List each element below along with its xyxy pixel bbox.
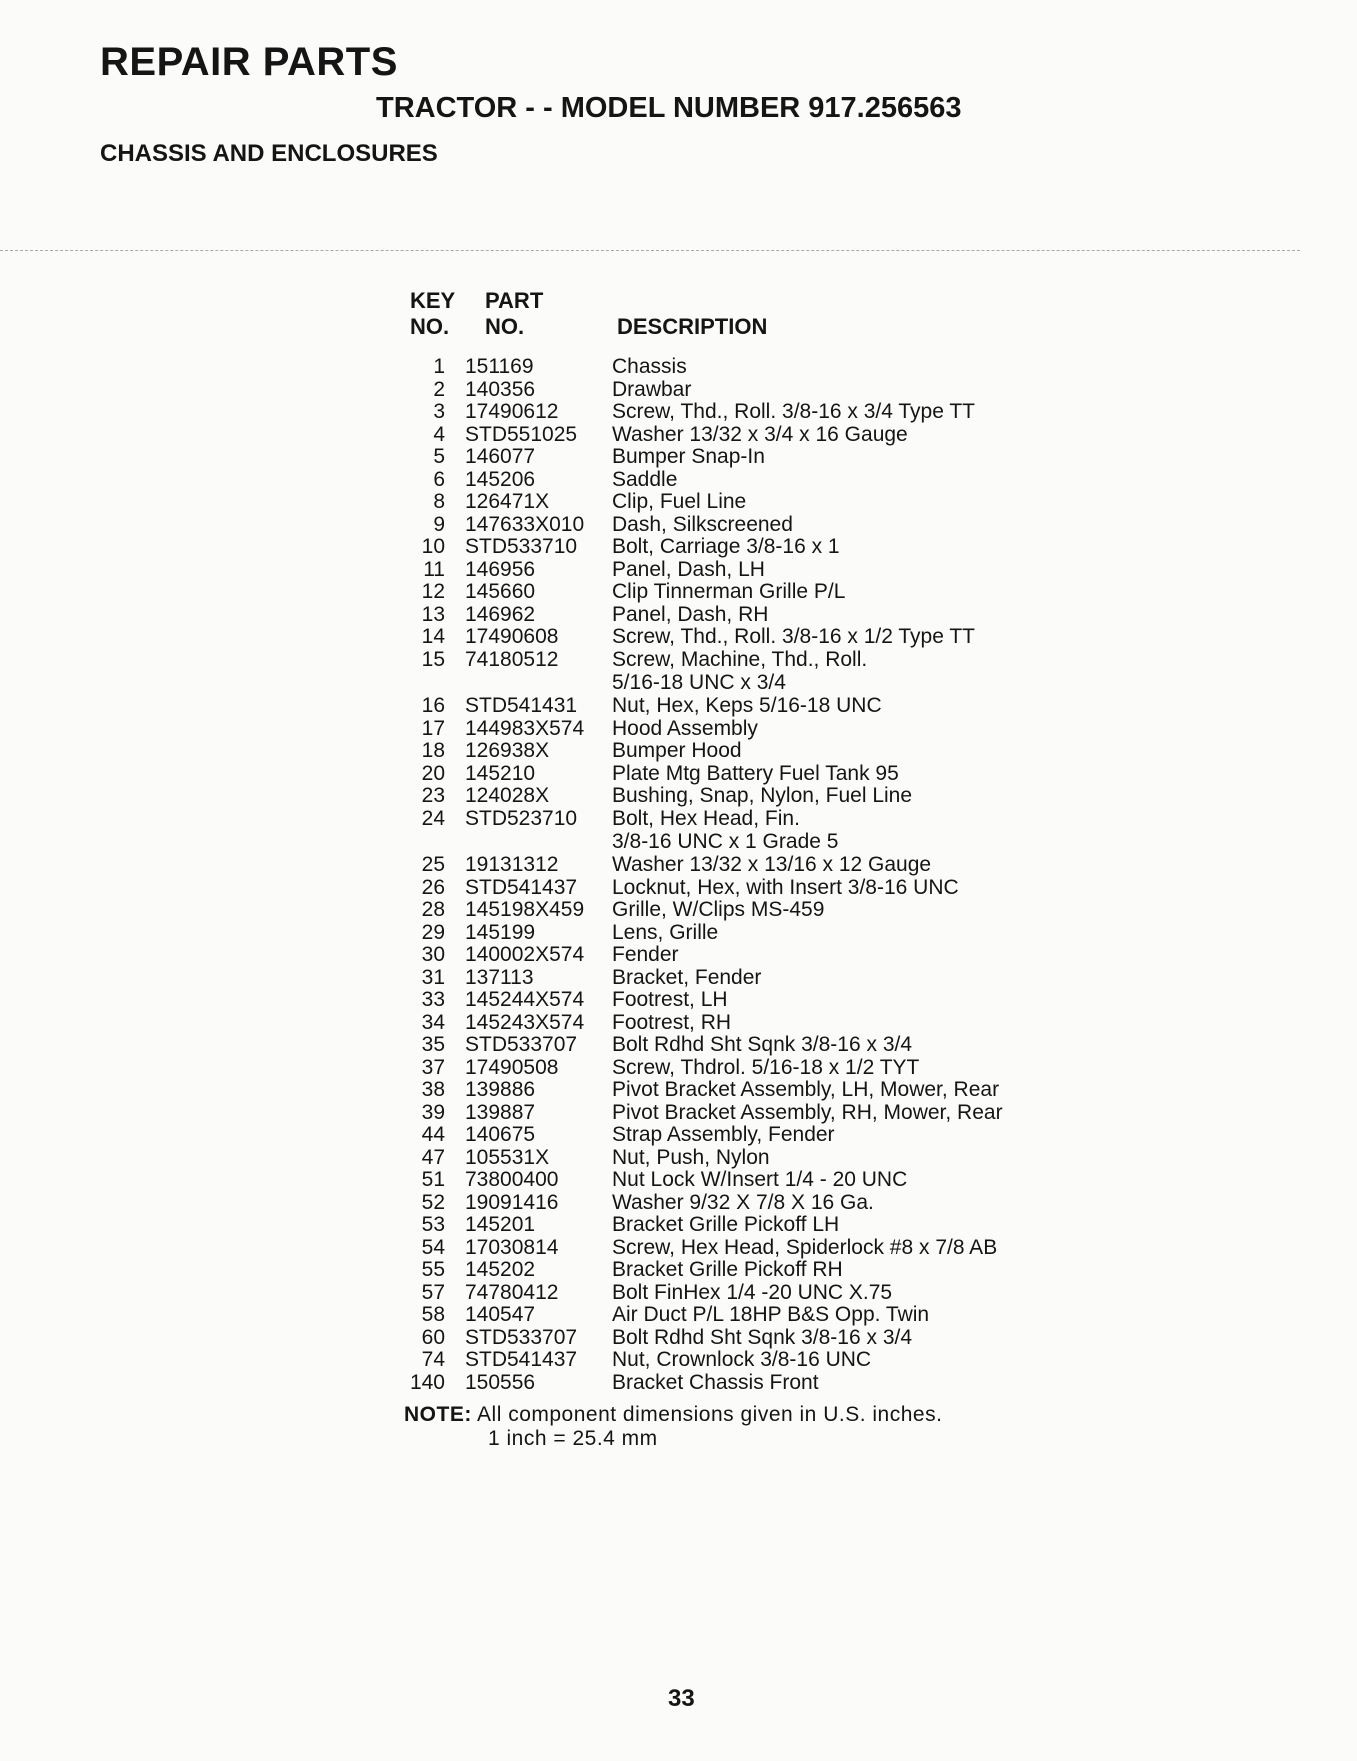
key-no: 55 (421, 1258, 445, 1281)
description: Screw, Thd., Roll. 3/8-16 x 3/4 Type TT (612, 400, 976, 423)
key-no: 33 (421, 988, 445, 1011)
table-row (400, 581, 1100, 604)
description: Bracket Chassis Front (612, 1370, 819, 1394)
key-no: 28 (421, 898, 445, 921)
table-row (400, 1372, 1100, 1395)
part-no: 19131312 (465, 853, 559, 876)
description: Screw, Thd., Roll. 3/8-16 x 1/2 Type TT (612, 625, 976, 648)
description: Footrest, LH (612, 988, 728, 1011)
key-no: 25 (421, 853, 445, 876)
part-no: 17490612 (465, 400, 559, 423)
table-row (400, 469, 1100, 492)
table-row (400, 1057, 1100, 1080)
part-no: STD541431 (465, 694, 578, 717)
part-no: 124028X (465, 784, 550, 807)
part-no: 147633X010 (465, 512, 585, 536)
description: Screw, Hex Head, Spiderlock #8 x 7/8 AB (612, 1235, 998, 1259)
part-no: 145198X459 (465, 898, 585, 921)
part-no: 126938X (465, 739, 550, 762)
table-row (400, 854, 1100, 877)
part-no: 144983X574 (465, 716, 585, 740)
part-no: 145206 (465, 467, 536, 491)
description: Bracket, Fender (612, 965, 762, 989)
description: Fender (612, 943, 679, 966)
table-row (400, 1349, 1100, 1372)
key-no: 23 (421, 784, 445, 807)
key-no: 18 (421, 739, 445, 762)
key-no: 57 (421, 1280, 445, 1304)
page-title: REPAIR PARTS (100, 40, 398, 84)
table-row (400, 559, 1100, 582)
key-no: 58 (421, 1303, 445, 1326)
table-row (400, 1282, 1100, 1305)
key-no: 3 (433, 400, 445, 423)
part-no: 145201 (465, 1213, 536, 1236)
description: Bracket Grille Pickoff RH (612, 1258, 843, 1281)
part-no: 126471X (465, 490, 550, 513)
table-row (400, 1034, 1100, 1057)
key-no: 2 (433, 377, 445, 401)
parts-list (400, 356, 1100, 1394)
description: Lens, Grille (612, 920, 719, 944)
description: Washer 13/32 x 3/4 x 16 Gauge (612, 422, 908, 446)
key-no: 52 (421, 1190, 445, 1214)
description: Bolt, Hex Head, Fin. (612, 806, 800, 830)
key-no: 30 (421, 943, 445, 966)
part-no: STD533707 (465, 1325, 578, 1349)
key-no: 34 (421, 1010, 445, 1034)
table-row (400, 1124, 1100, 1147)
description: Locknut, Hex, with Insert 3/8-16 UNC (612, 875, 959, 899)
key-no: 8 (433, 490, 445, 513)
table-row (400, 1102, 1100, 1125)
description: Plate Mtg Battery Fuel Tank 95 (612, 761, 899, 785)
table-row (400, 604, 1100, 627)
key-no: 16 (421, 694, 445, 717)
table-row (400, 922, 1100, 945)
part-no: STD523710 (465, 806, 578, 830)
section-title: CHASSIS AND ENCLOSURES (100, 140, 438, 167)
description: Screw, Thdrol. 5/16-18 x 1/2 TYT (612, 1055, 920, 1079)
key-no: 140 (409, 1370, 445, 1394)
table-row (400, 1259, 1100, 1282)
table-row (400, 536, 1100, 559)
part-no: 17490608 (465, 625, 559, 648)
table-row (400, 808, 1100, 831)
description: Washer 9/32 X 7/8 X 16 Ga. (612, 1190, 874, 1214)
table-row (400, 695, 1100, 718)
divider (0, 250, 1300, 251)
key-no: 60 (421, 1325, 445, 1349)
key-no: 6 (433, 467, 445, 491)
key-no: 5 (433, 445, 445, 468)
key-no: 47 (421, 1145, 445, 1169)
key-no: 12 (421, 580, 445, 603)
part-no: 74180512 (465, 647, 559, 671)
key-no: 10 (421, 535, 445, 558)
part-no: STD533707 (465, 1033, 578, 1056)
table-row (400, 877, 1100, 900)
part-no: 145660 (465, 580, 536, 603)
description: Nut Lock W/Insert 1/4 - 20 UNC (612, 1168, 908, 1191)
part-no: 145210 (465, 761, 536, 785)
table-row (400, 379, 1100, 402)
part-no: 73800400 (465, 1168, 559, 1191)
part-no: STD541437 (465, 1348, 578, 1371)
description: Grille, W/Clips MS-459 (612, 898, 825, 921)
table-row (400, 785, 1100, 808)
key-no: 11 (423, 557, 445, 581)
page-number: 33 (668, 1685, 695, 1712)
part-no: 146956 (465, 557, 536, 581)
table-row (400, 1079, 1100, 1102)
description: Nut, Push, Nylon (612, 1145, 770, 1169)
table-row (400, 491, 1100, 514)
table-row (400, 740, 1100, 763)
key-no: 35 (421, 1033, 445, 1056)
key-no: 4 (433, 422, 445, 446)
table-row (400, 989, 1100, 1012)
table-row (400, 424, 1100, 447)
part-no: 74780412 (465, 1280, 559, 1304)
description: Drawbar (612, 377, 692, 401)
column-header-part: PART NO. (485, 288, 544, 339)
description: Bolt, Carriage 3/8-16 x 1 (612, 535, 840, 558)
part-no: 146077 (465, 445, 536, 468)
description: Bracket Grille Pickoff LH (612, 1213, 840, 1236)
part-no: 19091416 (465, 1190, 559, 1214)
part-no: STD541437 (465, 875, 578, 899)
table-row (400, 1169, 1100, 1192)
key-no: 51 (421, 1168, 445, 1191)
description: Hood Assembly (612, 716, 758, 740)
description: Nut, Hex, Keps 5/16-18 UNC (612, 694, 882, 717)
description: Bolt Rdhd Sht Sqnk 3/8-16 x 3/4 (612, 1033, 913, 1056)
part-no: 145199 (465, 920, 536, 944)
model-title: TRACTOR - - MODEL NUMBER 917.256563 (376, 92, 962, 124)
part-no: 17030814 (465, 1235, 559, 1259)
table-row (400, 899, 1100, 922)
table-row (400, 649, 1100, 672)
description: Washer 13/32 x 13/16 x 12 Gauge (612, 853, 932, 876)
part-no: 140356 (465, 377, 536, 401)
description: Bolt FinHex 1/4 -20 UNC X.75 (612, 1280, 893, 1304)
key-no: 54 (421, 1235, 445, 1259)
key-no: 44 (421, 1123, 445, 1146)
part-no: 105531X (465, 1145, 550, 1169)
part-no: STD533710 (465, 535, 578, 558)
table-row (400, 967, 1100, 990)
key-no: 31 (421, 965, 445, 989)
table-row (400, 514, 1100, 537)
description: Dash, Silkscreened (612, 512, 793, 536)
description: Chassis (612, 355, 687, 378)
part-no: 140002X574 (465, 943, 585, 966)
table-row (400, 446, 1100, 469)
part-no: STD551025 (465, 422, 578, 446)
key-no: 15 (421, 647, 445, 671)
key-no: 53 (421, 1213, 445, 1236)
table-row (400, 1237, 1100, 1260)
description: Pivot Bracket Assembly, RH, Mower, Rear (612, 1100, 1003, 1124)
table-row (400, 626, 1100, 649)
table-row (400, 944, 1100, 967)
description-continuation: 3/8-16 UNC x 1 Grade 5 (612, 830, 839, 853)
key-no: 24 (421, 806, 445, 830)
part-no: 145202 (465, 1258, 536, 1281)
key-no: 1 (433, 355, 445, 378)
note (404, 1403, 942, 1451)
part-no: 146962 (465, 602, 536, 626)
note-label: NOTE: (404, 1403, 472, 1426)
key-no: 37 (421, 1055, 445, 1079)
key-no: 9 (433, 512, 445, 536)
table-row (400, 1214, 1100, 1237)
description: Clip, Fuel Line (612, 490, 747, 513)
description: Bushing, Snap, Nylon, Fuel Line (612, 784, 913, 807)
description: Bumper Snap-In (612, 445, 765, 468)
column-header-key: KEY NO. (410, 288, 456, 339)
part-no: 145244X574 (465, 988, 585, 1011)
table-row (400, 401, 1100, 424)
description: Bumper Hood (612, 739, 742, 762)
part-no: 150556 (465, 1370, 536, 1394)
description: Panel, Dash, RH (612, 602, 769, 626)
table-row (400, 763, 1100, 786)
part-no: 140675 (465, 1123, 536, 1146)
description: Screw, Machine, Thd., Roll. (612, 647, 868, 671)
key-no: 13 (421, 602, 445, 626)
table-row (400, 1327, 1100, 1350)
description: Air Duct P/L 18HP B&S Opp. Twin (612, 1303, 930, 1326)
key-no: 14 (421, 625, 445, 648)
description-continuation: 5/16-18 UNC x 3/4 (612, 671, 786, 694)
table-row (400, 718, 1100, 741)
part-no: 139886 (465, 1078, 536, 1101)
table-row (400, 1192, 1100, 1215)
table-row (400, 1147, 1100, 1170)
part-no: 137113 (465, 965, 534, 989)
description: Panel, Dash, LH (612, 557, 765, 581)
description: Bolt Rdhd Sht Sqnk 3/8-16 x 3/4 (612, 1325, 913, 1349)
key-no: 29 (421, 920, 445, 944)
table-row (400, 356, 1100, 379)
key-no: 20 (421, 761, 445, 785)
column-header-description: DESCRIPTION (617, 314, 768, 339)
part-no: 145243X574 (465, 1010, 585, 1034)
note-line2: 1 inch = 25.4 mm (488, 1427, 658, 1450)
table-row (400, 1012, 1100, 1035)
key-no: 39 (421, 1100, 445, 1124)
key-no: 38 (421, 1078, 445, 1101)
description: Strap Assembly, Fender (612, 1123, 835, 1146)
key-no: 17 (421, 716, 445, 740)
description: Pivot Bracket Assembly, LH, Mower, Rear (612, 1078, 1000, 1101)
description: Saddle (612, 467, 678, 491)
part-no: 139887 (465, 1100, 536, 1124)
note-line1: All component dimensions given in U.S. inches. (477, 1403, 943, 1426)
key-no: 26 (421, 875, 445, 899)
part-no: 17490508 (465, 1055, 559, 1079)
part-no: 140547 (465, 1303, 536, 1326)
key-no: 74 (421, 1348, 445, 1371)
description: Clip Tinnerman Grille P/L (612, 580, 846, 603)
part-no: 151169 (465, 355, 534, 378)
description: Nut, Crownlock 3/8-16 UNC (612, 1348, 872, 1371)
table-row (400, 1304, 1100, 1327)
description: Footrest, RH (612, 1010, 732, 1034)
